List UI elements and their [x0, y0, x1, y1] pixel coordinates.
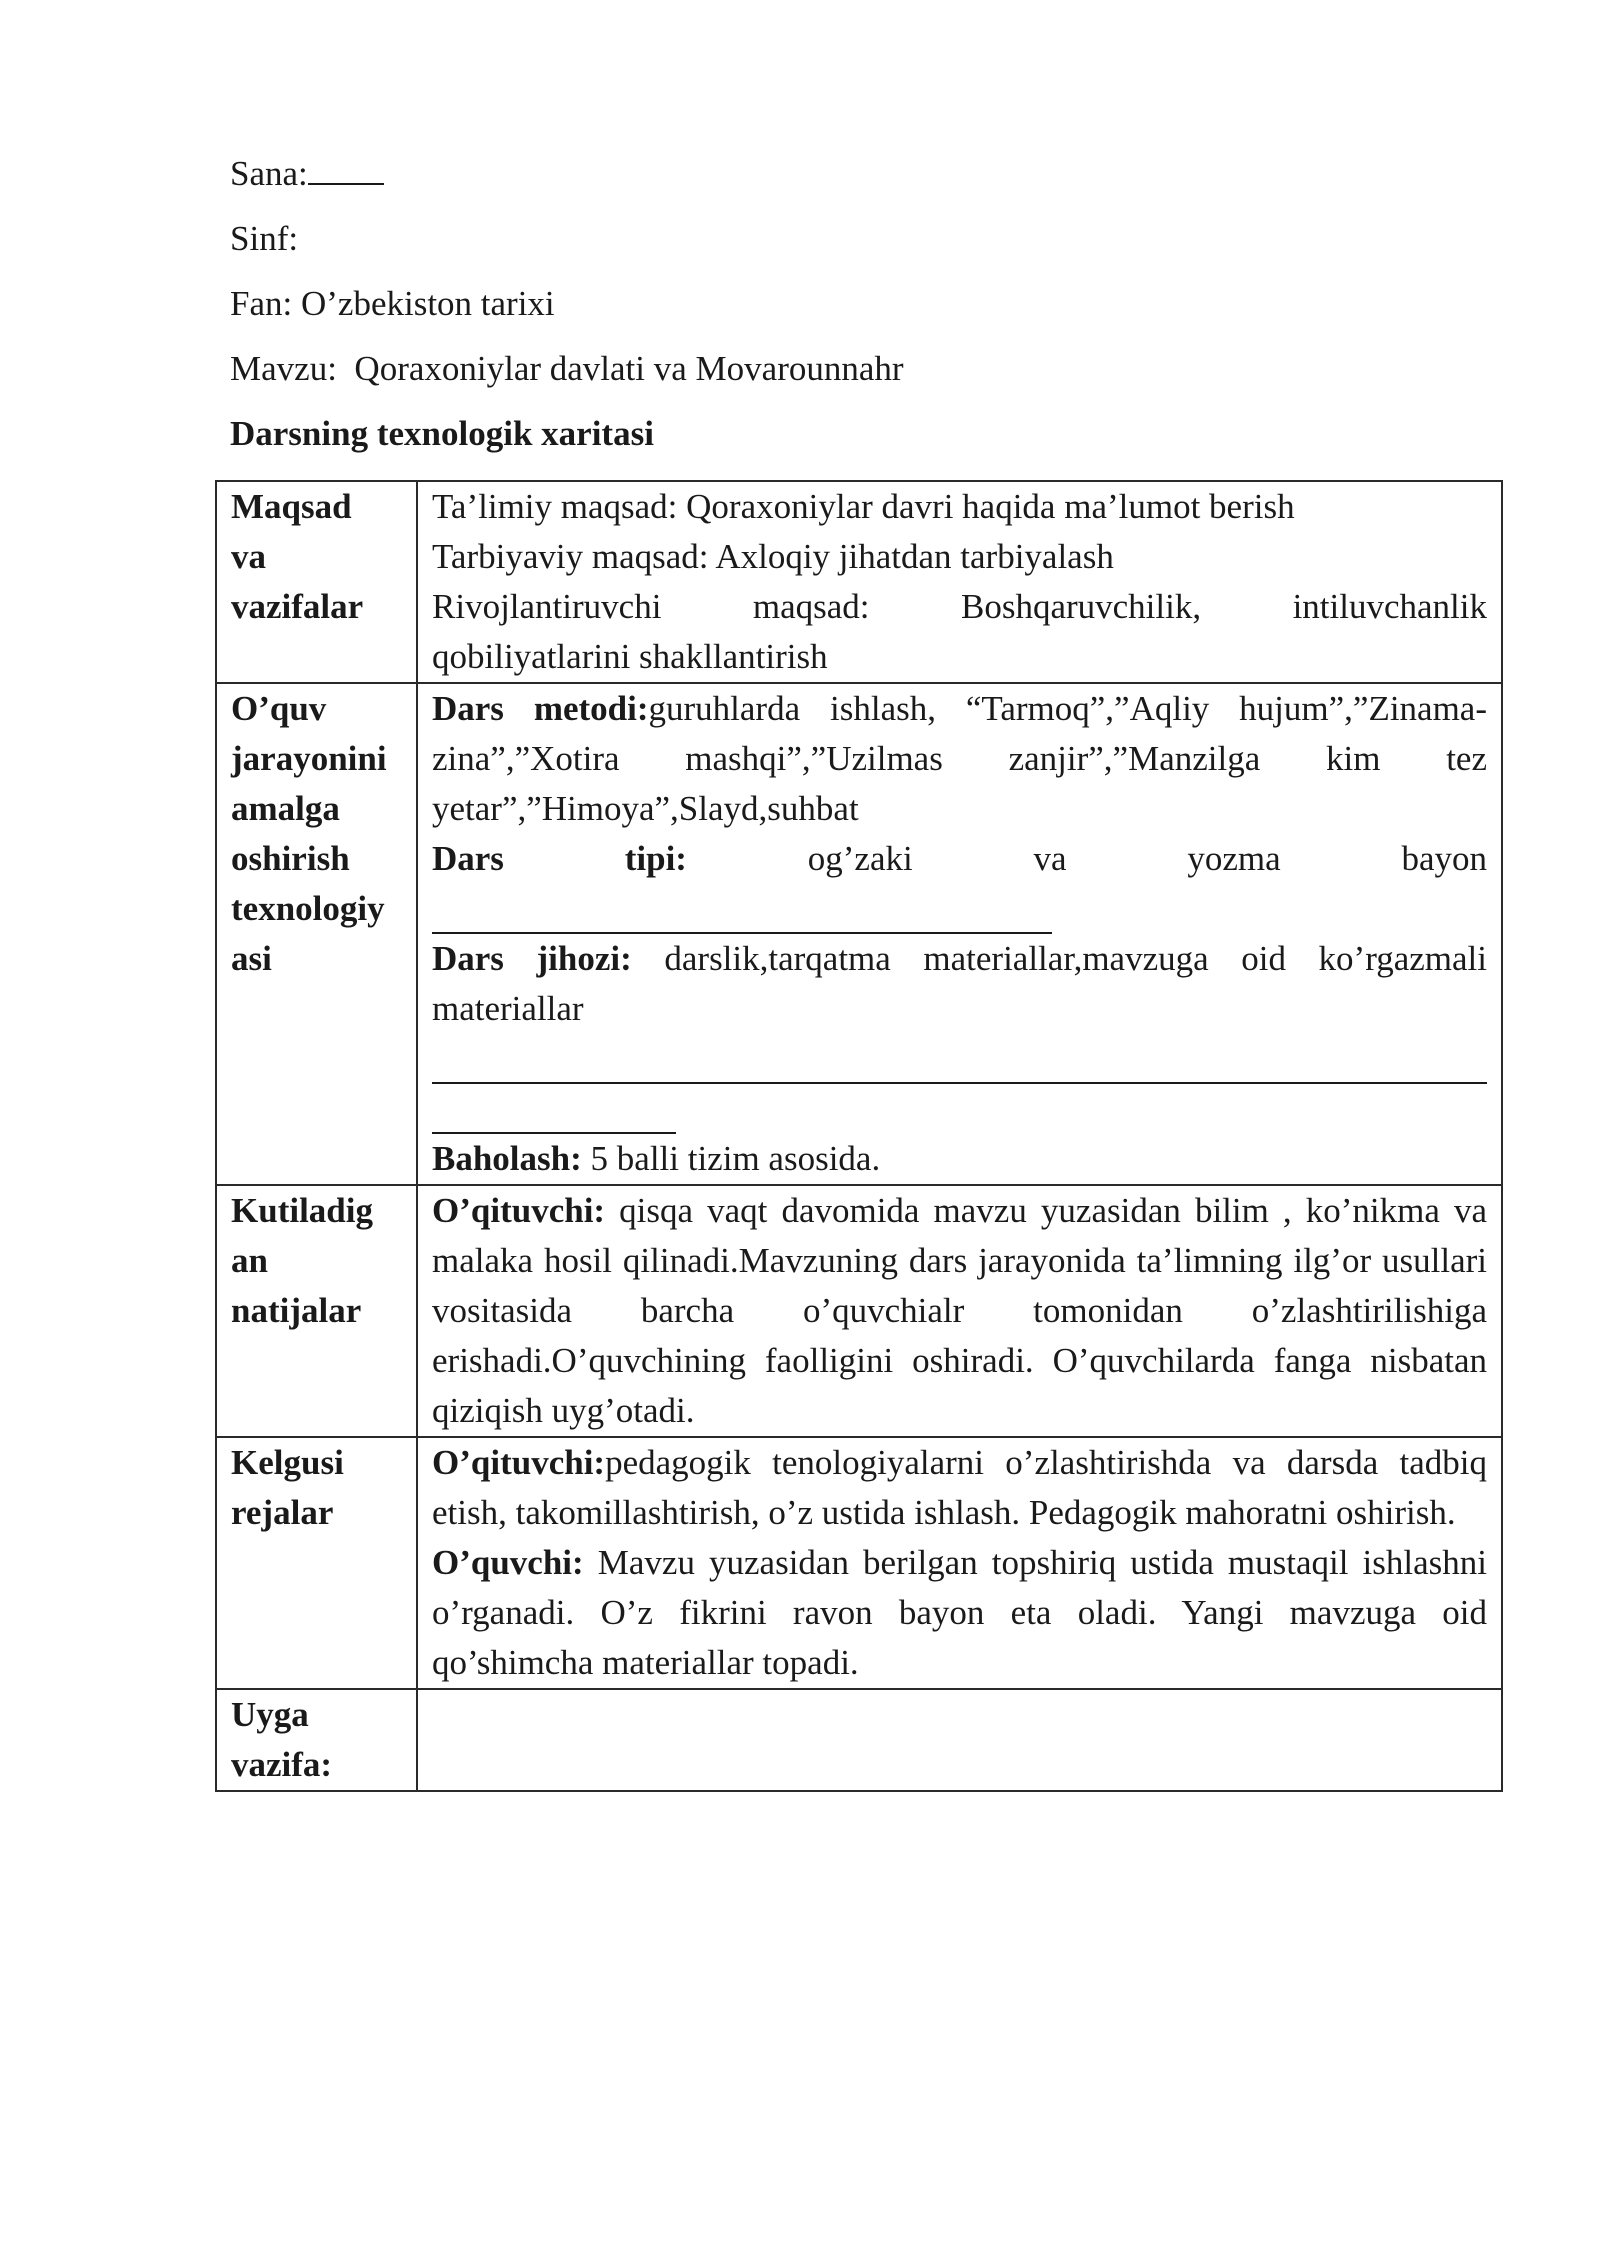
label-line: rejalar [231, 1493, 334, 1532]
label-line: amalga [231, 789, 340, 828]
upbringing-goal: Tarbiyaviy maqsad: Axloqiy jihatdan tarbiyalash [432, 537, 1114, 576]
student-label: O’quvchi: [432, 1543, 584, 1582]
teacher-plan [432, 1438, 1487, 1538]
content-homework [417, 1689, 1502, 1791]
label-line: O’quv [231, 689, 327, 728]
lesson-method [432, 684, 1487, 834]
date-blank [308, 153, 384, 185]
lesson-type-label: Dars tipi: [432, 839, 687, 878]
label-line: oshirish [231, 839, 350, 878]
label-line: vazifalar [231, 587, 364, 626]
class-line: Sinf: [230, 219, 299, 258]
lesson-plan-table [215, 480, 1503, 1792]
label-technology [216, 683, 417, 1185]
teacher-label: O’qituvchi: [432, 1191, 606, 1230]
label-line: vazifa: [231, 1745, 333, 1784]
label-line: asi [231, 939, 272, 978]
lesson-equipment-label: Dars jihozi: [432, 939, 632, 978]
developmental-goal-cont: qobiliyatlarini shakllantirish [432, 637, 828, 676]
document-title [230, 412, 654, 456]
educational-goal: Ta’limiy maqsad: Qoraxoniylar davri haqida ma’lumot berish [432, 487, 1295, 526]
teacher-plan-text: pedagogik tenologiyalarni o’zlashtirishda va darsda tadbiq etish, takomillashtirish, o’z ustida ishlash. Pedagogik mahoratni oshirish. [432, 1443, 1487, 1532]
label-homework [216, 1689, 417, 1791]
teacher-label: O’qituvchi: [432, 1443, 606, 1482]
lesson-method-label: Dars metodi: [432, 689, 649, 728]
label-line: texnologiy [231, 889, 385, 928]
label-line: Kelgusi [231, 1443, 344, 1482]
lesson-equipment [432, 934, 1487, 1034]
lesson-equipment-text: darslik,tarqatma materiallar,mavzuga oid ko’rgazmali materiallar [432, 939, 1487, 1028]
label-line: va [231, 537, 266, 576]
label-line: Maqsad [231, 487, 352, 526]
fill-in-rule [432, 1084, 676, 1134]
date-label: Sana: [230, 154, 308, 193]
label-line: Kutiladig [231, 1191, 373, 1230]
label-goals [216, 481, 417, 683]
student-plan [432, 1538, 1487, 1688]
content-technology [417, 683, 1502, 1185]
document-title-text: Darsning texnologik xaritasi [230, 414, 654, 453]
content-goals [417, 481, 1502, 683]
student-plan-text: Mavzu yuzasidan berilgan topshiriq ustida mustaqil ishlashni o’rganadi. O’z fikrini ravon bayon eta oladi. Yangi mavzuga oid qo’shimcha materiallar topadi. [432, 1543, 1487, 1682]
content-plans [417, 1437, 1502, 1689]
fill-in-rule [432, 1034, 1487, 1084]
assessment-text: 5 balli tizim asosida. [590, 1139, 881, 1178]
subject-line: Fan: O’zbekiston tarixi [230, 284, 555, 323]
table-row-goals [216, 481, 1502, 683]
date-line [230, 152, 384, 196]
developmental-goal: Rivojlantiruvchi maqsad: Boshqaruvchilik, intiluvchanlik [432, 587, 1487, 626]
fill-in-rule [432, 884, 1052, 934]
label-plans [216, 1437, 417, 1689]
lesson-method-text: guruhlarda ishlash, “Tarmoq”,”Aqliy hujum”,”Zinama-zina”,”Xotira mashqi”,”Uzilmas zanjir”,”Manzilga kim tez yetar”,”Himoya”,Slayd,suhbat [432, 689, 1488, 828]
teacher-outcome-text: qisqa vaqt davomida mavzu yuzasidan bilim , ko’nikma va malaka hosil qilinadi.Mavzuning dars jarayonida ta’limning ilg’or usullari vositasida barcha o’quvchialr tomonidan o’zlashtirilishiga erishadi.O’quvchining faolligini oshiradi. O’quvchilarda fanga nisbatan qiziqish uyg’otadi. [432, 1191, 1487, 1430]
topic-line: Mavzu: Qoraxoniylar davlati va Movarounnahr [230, 349, 904, 388]
content-outcomes [417, 1185, 1502, 1437]
table-row-homework [216, 1689, 1502, 1791]
table-row-plans [216, 1437, 1502, 1689]
label-line: an [231, 1241, 268, 1280]
label-line: natijalar [231, 1291, 362, 1330]
teacher-outcome [432, 1186, 1487, 1436]
lesson-type-text: og’zaki va yozma bayon [807, 839, 1488, 878]
label-line: jarayonini [231, 739, 387, 778]
table-row-outcomes [216, 1185, 1502, 1437]
lesson-type [432, 834, 1487, 884]
assessment-label: Baholash: [432, 1139, 582, 1178]
assessment [432, 1134, 1487, 1184]
table-row-technology [216, 683, 1502, 1185]
label-outcomes [216, 1185, 417, 1437]
label-line: Uyga [231, 1695, 309, 1734]
